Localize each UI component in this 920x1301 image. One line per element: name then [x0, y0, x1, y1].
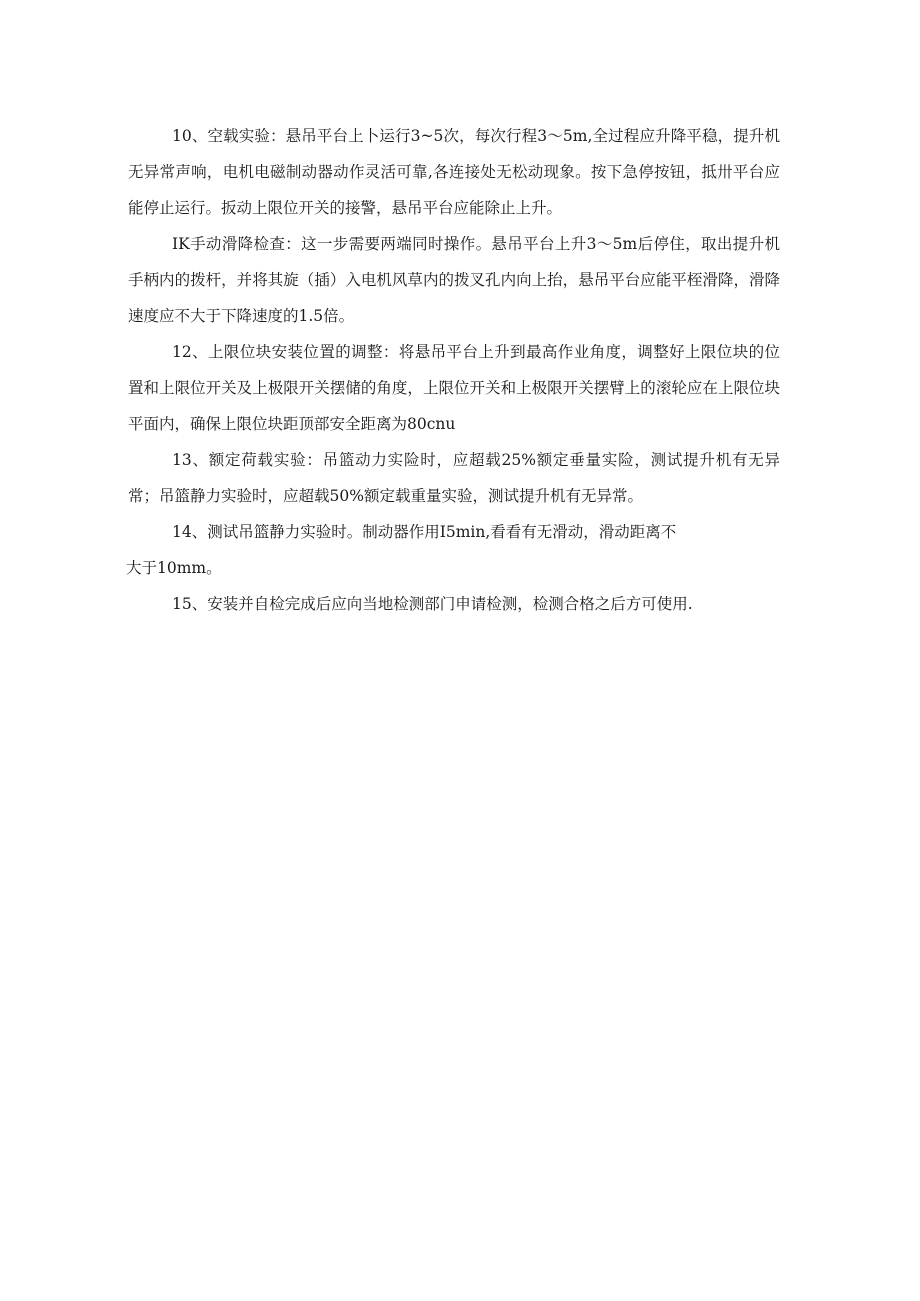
paragraph-inspection-application: 15、安装并自检完成后应向当地检测部门申请检测，检测合格之后方可使用.: [172, 595, 693, 613]
paragraph-manual-descent-check: IK手动滑降检查：这一步需要两端同时操作。悬吊平台上升3～5m后停住，取出提升机手柄内的拨杆，并将其旋（插）入电机风草内的拨叉孔内向上抬，悬吊平台应能平桎滑降，滑降速度应不大于下降速度的1.5倍。: [128, 235, 780, 325]
paragraph-no-load-test: 10、空载实验：悬吊平台上卜运行3~5次，每次行程3～5m,全过程应升降平稳，提升机无异常声响，电机电磁制动器动作灵活可靠,各连接处无松动现象。按下急停按钮，抵卅平台应能停止运行。扳动上限位开关的接警，悬吊平台应能除止上升。: [128, 127, 780, 217]
paragraph-rated-load-test: 13、额定荷载实验：吊篮动力实险时，应超载25%额定垂量实险，测试提升机有无异常；吊篮静力实验时，应超载50%额定载重量实验，测试提升机有无异常。: [128, 451, 780, 505]
document-body: [128, 118, 780, 622]
paragraph-static-test: 14、测试吊篮静力实验时。制动器作用I5min,看看有无滑动，滑动距离不: [172, 523, 677, 541]
paragraph-upper-limit-adjustment: 12、上限位块安装位置的调整：将悬吊平台上升到最高作业角度，调整好上限位块的位置和上限位开关及上极限开关摆储的角度，上限位开关和上极限开关摆臂上的滚轮应在上限位块平面内，确保上限位块距顶部安全距离为80cnu: [128, 343, 780, 433]
paragraph-static-test-continued: 大于10mm。: [126, 559, 222, 577]
